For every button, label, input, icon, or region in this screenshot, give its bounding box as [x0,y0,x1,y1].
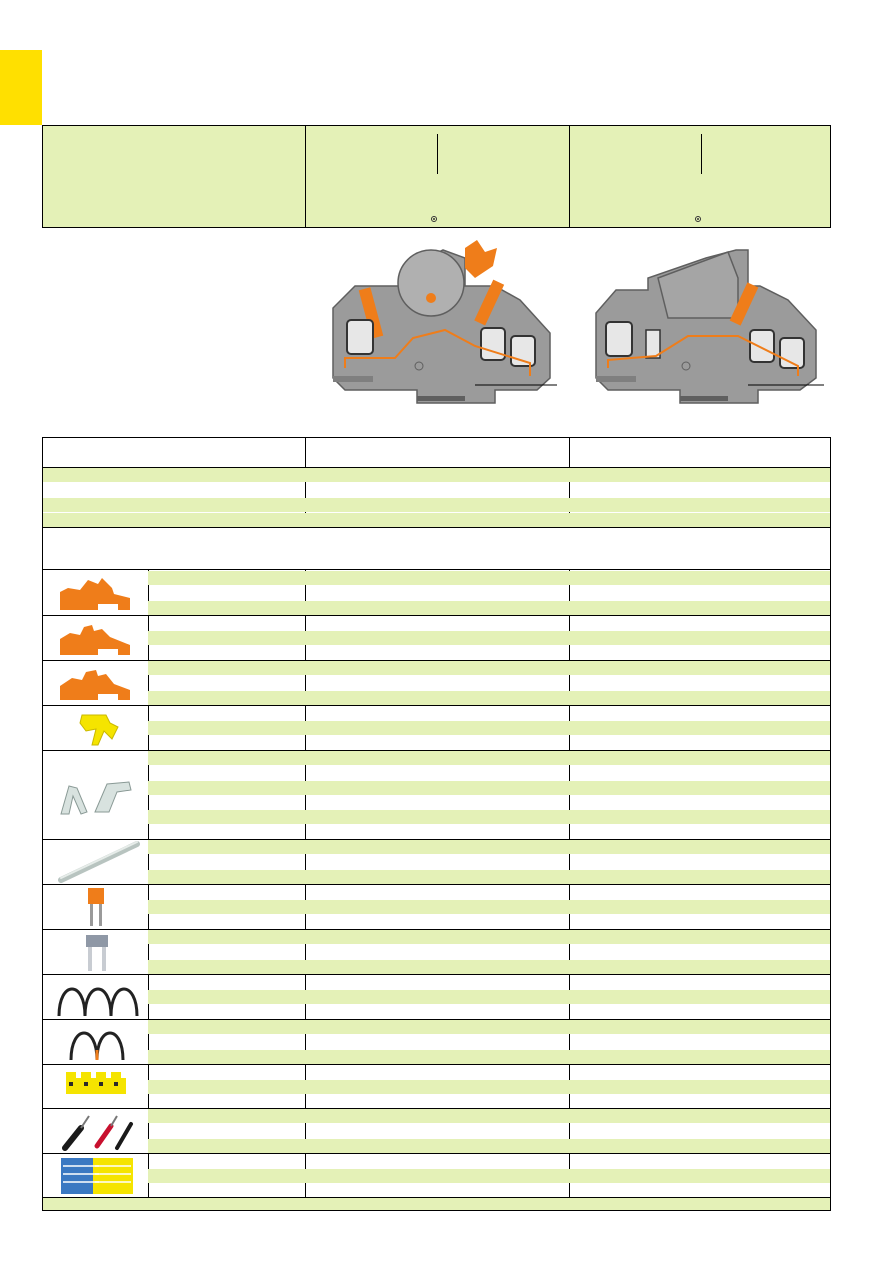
wiring-symbol-icon [701,134,702,174]
accessory-image-1 [43,576,148,616]
table-row [148,631,830,645]
table-row [148,1050,830,1064]
header-column-1 [305,126,569,227]
grey-rod-icon [51,840,141,884]
orange-cover-plate-icon [58,666,134,702]
transparent-cover-icon [51,756,141,836]
accessory-image-5 [43,756,148,836]
table-row [43,468,830,482]
table-row [148,870,830,884]
terminal-block-fuse-icon [588,238,828,408]
row-separator [43,884,830,885]
yellow-marker-strip-icon [56,1066,136,1106]
table-row [148,1139,830,1153]
row-separator [43,615,830,616]
table-row [148,1169,830,1183]
triple-wire-jumper-icon [51,976,141,1019]
row-separator [43,1153,830,1154]
accessory-image-4 [43,709,148,749]
table-row [148,840,830,854]
table-row [148,1080,830,1094]
product-image-1 [325,238,565,408]
table-row [43,513,830,527]
accessory-image-11 [43,1066,148,1109]
table-row [43,1198,830,1210]
table-row [148,721,830,735]
accessory-image-3 [43,666,148,706]
accessory-image-10 [43,1020,148,1063]
double-wire-jumper-icon [61,1020,131,1063]
table-row [148,930,830,944]
table-row [148,810,830,824]
table-row [148,900,830,914]
accessory-image-13 [43,1154,148,1197]
approval-mark-icon [695,216,701,222]
row-separator [43,705,830,706]
accessory-image-9 [43,976,148,1019]
row-separator [43,527,830,528]
table-row [148,781,830,795]
table-row [148,601,830,615]
table-row [148,661,830,675]
orange-jumper-icon [76,886,116,929]
header-column-2 [569,126,832,227]
section-tab-marker [0,50,42,125]
table-row [43,498,830,512]
table-row [148,691,830,705]
marker-card-icon [51,1154,141,1197]
accessory-image-7 [43,886,148,929]
approval-mark-icon [431,216,437,222]
accessory-image-8 [43,931,148,974]
grey-jumper-icon [76,931,116,974]
orange-cover-plate-icon [58,576,134,612]
yellow-operating-tool-icon [66,709,126,749]
table-row [148,1020,830,1034]
row-separator [43,974,830,975]
table-row [148,571,830,585]
wiring-symbol-icon [437,134,438,174]
row-separator [43,569,830,570]
table-row [148,990,830,1004]
product-image-2 [588,238,828,408]
accessory-image-2 [43,621,148,661]
accessory-image-12 [43,1110,148,1153]
orange-cover-plate-icon [58,621,134,657]
table-row [148,960,830,974]
table-row [148,751,830,765]
accessories-table [42,437,831,1211]
product-header-table [42,125,831,228]
accessory-image-6 [43,840,148,885]
table-row [148,1109,830,1123]
terminal-block-knife-disconnect-icon [325,238,565,408]
test-plug-icon [51,1110,141,1153]
row-separator [43,1064,830,1065]
